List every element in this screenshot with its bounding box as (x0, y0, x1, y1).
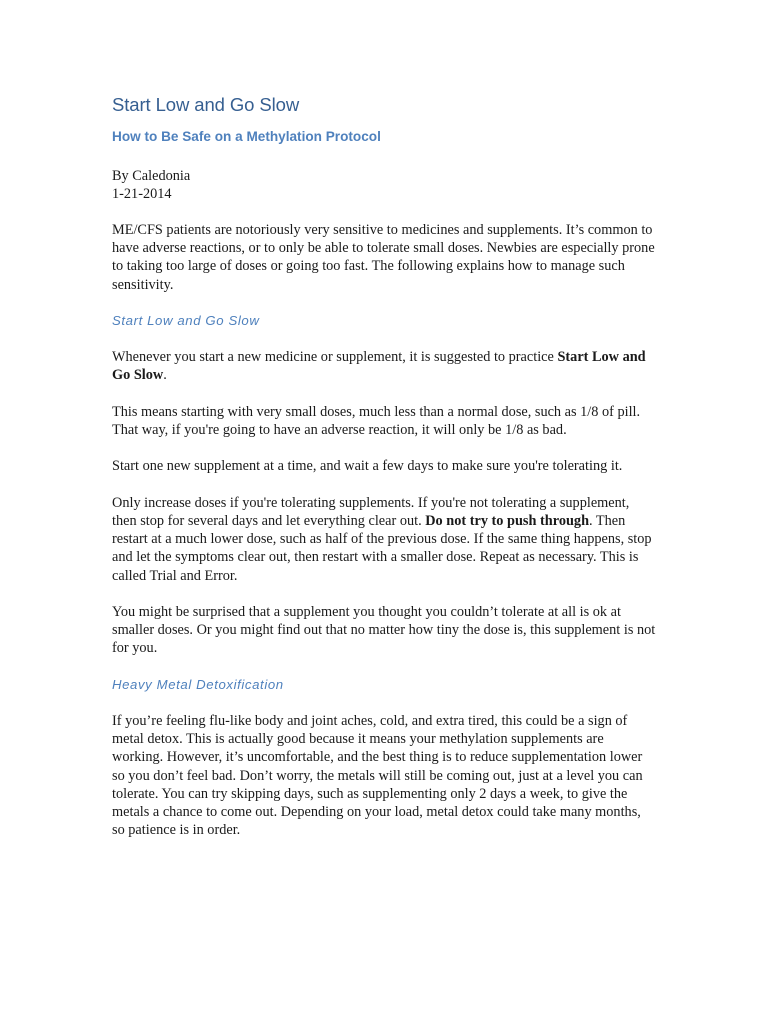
emphasis-text: Start Low and Go Slow (112, 349, 646, 384)
paragraph-small-doses: This means starting with very small doses, much less than a normal dose, such as 1/8 of pill. That way, if you're going to have an adverse reaction, it will only be 1/8 as bad. (112, 403, 641, 438)
paragraph-text: . (163, 367, 167, 384)
intro-paragraph: ME/CFS patients are notoriously very sensitive to medicines and supplements. It’s common to have adverse reactions, or to only be able to tolerate small doses. Newbies are especially prone to taking too large of doses or going too fast. The following explains how to manage such sensitivity. (112, 222, 655, 293)
author-line: By Caledonia (112, 168, 191, 184)
paragraph-text: . Then restart at a much lower dose, such as half of the previous dose. If the same thing happens, stop and let the symptoms clear out, then restart with a smaller dose. Repeat as necessary. This is called Trial and Error. (112, 512, 652, 584)
paragraph-text: Only increase doses if you're tolerating supplements. If you're not tolerating a supplement, then stop for several days and let everything clear out. (112, 494, 630, 529)
document-subtitle: How to Be Safe on a Methylation Protocol (112, 129, 381, 144)
byline (112, 167, 657, 203)
paragraph-surprised: You might be surprised that a supplement you thought you couldn’t tolerate at all is ok at smaller doses. Or you might find out that no matter how tiny the dose is, this supplement is not for you. (112, 603, 656, 657)
document-page (112, 92, 657, 858)
emphasis-text: Do not try to push through (425, 512, 590, 529)
section-heading-metal-detox: Heavy Metal Detoxification (112, 676, 284, 692)
paragraph-start-low (112, 348, 657, 384)
document-title: Start Low and Go Slow (112, 94, 300, 115)
paragraph-one-at-a-time: Start one new supplement at a time, and wait a few days to make sure you're tolerating it. (112, 458, 623, 475)
paragraph-metal-detox: If you’re feeling flu-like body and joint aches, cold, and extra tired, this could be a sign of metal detox. This is actually good because it means your methylation supplements are working. However, it’s uncomfortable, and the best thing is to reduce supplementation lower so you don’t feel bad. Don’t worry, the metals will still be coming out, just at a level you can tolerate. You can try skipping days, such as supplementing only 2 days a week, to give the metals a chance to come out. Depending on your load, metal detox could take many months, so patience is in order. (112, 712, 643, 839)
date-line: 1-21-2014 (112, 186, 172, 202)
section-heading-start-low: Start Low and Go Slow (112, 313, 260, 328)
paragraph-increase-doses (112, 494, 657, 585)
paragraph-text: Whenever you start a new medicine or supplement, it is suggested to practice (112, 349, 558, 366)
